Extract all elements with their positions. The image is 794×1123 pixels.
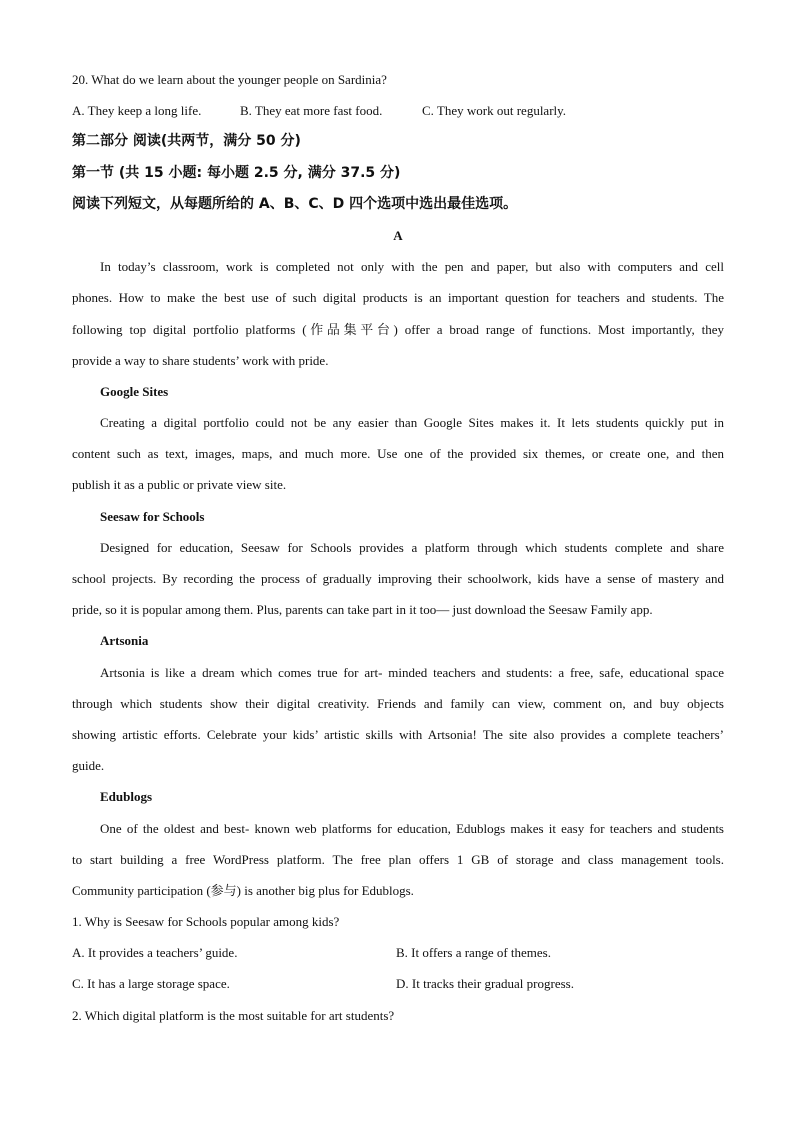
- intro-line: phones. How to make the best use of such digital products is an important question for teachers and students. The: [72, 290, 724, 306]
- intro-line: provide a way to share students’ work with pride.: [72, 352, 329, 368]
- reading-instruction: 阅读下列短文，从每题所给的 A、B、C、D 四个选项中选出最佳选项。: [72, 195, 518, 212]
- question-20-options: [72, 95, 724, 126]
- artsonia-line: Artsonia is like a dream which comes true for art- minded teachers and students: a free, safe, educational space: [100, 664, 724, 680]
- option-a: A. It provides a teachers’ guide.: [72, 945, 238, 961]
- heading-artsonia: Artsonia: [100, 633, 149, 649]
- question-1-options-row-1: [72, 937, 724, 968]
- exam-page: [72, 64, 724, 1031]
- seesaw-line: Designed for education, Seesaw for Schools provides a platform through which students complete and share: [100, 539, 724, 555]
- option-c: C. It has a large storage space.: [72, 976, 230, 992]
- artsonia-line: guide.: [72, 758, 105, 774]
- artsonia-line: showing artistic efforts. Celebrate your kids’ artistic skills with Artsonia! The site also provides a complete teachers’: [72, 726, 724, 742]
- question-2-stem: 2. Which digital platform is the most suitable for art students?: [72, 1007, 395, 1023]
- google-line: publish it as a public or private view site.: [72, 477, 287, 493]
- edublogs-line: Community participation (参与) is another big plus for Edublogs.: [72, 882, 414, 898]
- passage-letter: A: [393, 227, 403, 243]
- heading-google-sites: Google Sites: [100, 383, 169, 399]
- question-1-stem: 1. Why is Seesaw for Schools popular among kids?: [72, 914, 340, 930]
- option-a: A. They keep a long life.: [72, 103, 202, 119]
- intro-line: following top digital portfolio platforms (作品集平台) offer a broad range of functions. Most importantly, they: [72, 321, 724, 337]
- section-title: 第一节 (共 15 小题: 每小题 2.5 分, 满分 37.5 分): [72, 164, 401, 181]
- google-line: Creating a digital portfolio could not be any easier than Google Sites makes it. It lets students quickly put in: [100, 415, 724, 431]
- option-b: B. They eat more fast food.: [240, 103, 383, 119]
- part-title: 第二部分 阅读(共两节，满分 50 分): [72, 133, 301, 150]
- intro-line: In today’s classroom, work is completed not only with the pen and paper, but also with computers and cell: [100, 259, 724, 275]
- option-b: B. It offers a range of themes.: [396, 945, 551, 961]
- question-1-options-row-2: [72, 968, 724, 999]
- heading-edublogs: Edublogs: [100, 789, 153, 805]
- seesaw-line: pride, so it is popular among them. Plus, parents can take part in it too— just download the Seesaw Family app.: [72, 602, 653, 618]
- artsonia-line: through which students show their digital creativity. Friends and family can view, comment on, and buy objects: [72, 695, 724, 711]
- google-line: content such as text, images, maps, and much more. Use one of the provided six themes, or create one, and then: [72, 446, 724, 462]
- option-c: C. They work out regularly.: [422, 103, 567, 119]
- edublogs-line: One of the oldest and best- known web platforms for education, Edublogs makes it easy for teachers and students: [100, 820, 724, 836]
- seesaw-line: school projects. By recording the process of gradually improving their schoolwork, kids have a sense of mastery and: [72, 571, 724, 586]
- heading-seesaw: Seesaw for Schools: [100, 508, 205, 524]
- question-20-stem: 20. What do we learn about the younger people on Sardinia?: [72, 72, 387, 87]
- edublogs-line: to start building a free WordPress platform. The free plan offers 1 GB of storage and class management tools.: [72, 851, 724, 867]
- option-d: D. It tracks their gradual progress.: [396, 976, 574, 992]
